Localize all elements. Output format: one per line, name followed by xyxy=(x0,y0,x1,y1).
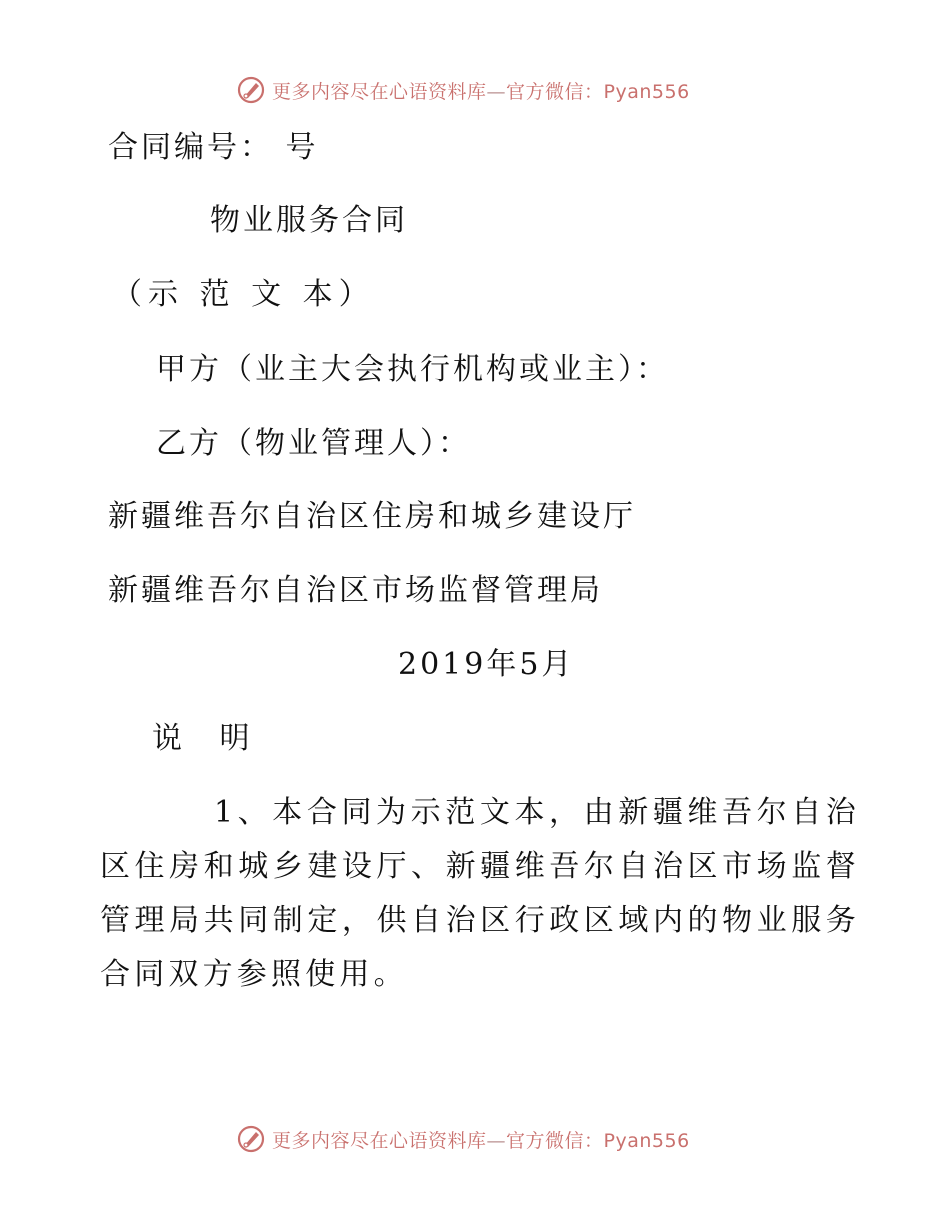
pen-nib-logo-icon xyxy=(236,75,266,105)
watermark-text: 更多内容尽在心语资料库—官方微信：Pyan556 xyxy=(272,80,690,103)
watermark-text: 更多内容尽在心语资料库—官方微信：Pyan556 xyxy=(272,1129,690,1152)
contract-number: 合同编号： 号 xyxy=(108,130,319,165)
issuer-housing-department: 新疆维吾尔自治区住房和城乡建设厅 xyxy=(108,499,636,534)
header-watermark xyxy=(236,73,690,107)
document-subtitle: （示 范 文 本） xyxy=(112,277,375,312)
explanation-heading: 说 明 xyxy=(152,721,264,756)
party-b-label: 乙方（物业管理人）： xyxy=(156,426,471,461)
pen-nib-logo-icon xyxy=(236,1124,266,1154)
party-a-label: 甲方（业主大会执行机构或业主）： xyxy=(156,352,669,387)
document-title: 物业服务合同 xyxy=(210,203,408,238)
document-date: 2019年5月 xyxy=(398,647,575,682)
issuer-market-supervision: 新疆维吾尔自治区市场监督管理局 xyxy=(108,573,603,608)
explanation-paragraph-1: 1、本合同为示范文本，由新疆维吾尔自治区住房和城乡建设厅、新疆维吾尔自治区市场监督管理局共同制定，供自治区行政区域内的物业服务合同双方参照使用。 xyxy=(100,795,860,992)
footer-watermark xyxy=(236,1122,690,1156)
